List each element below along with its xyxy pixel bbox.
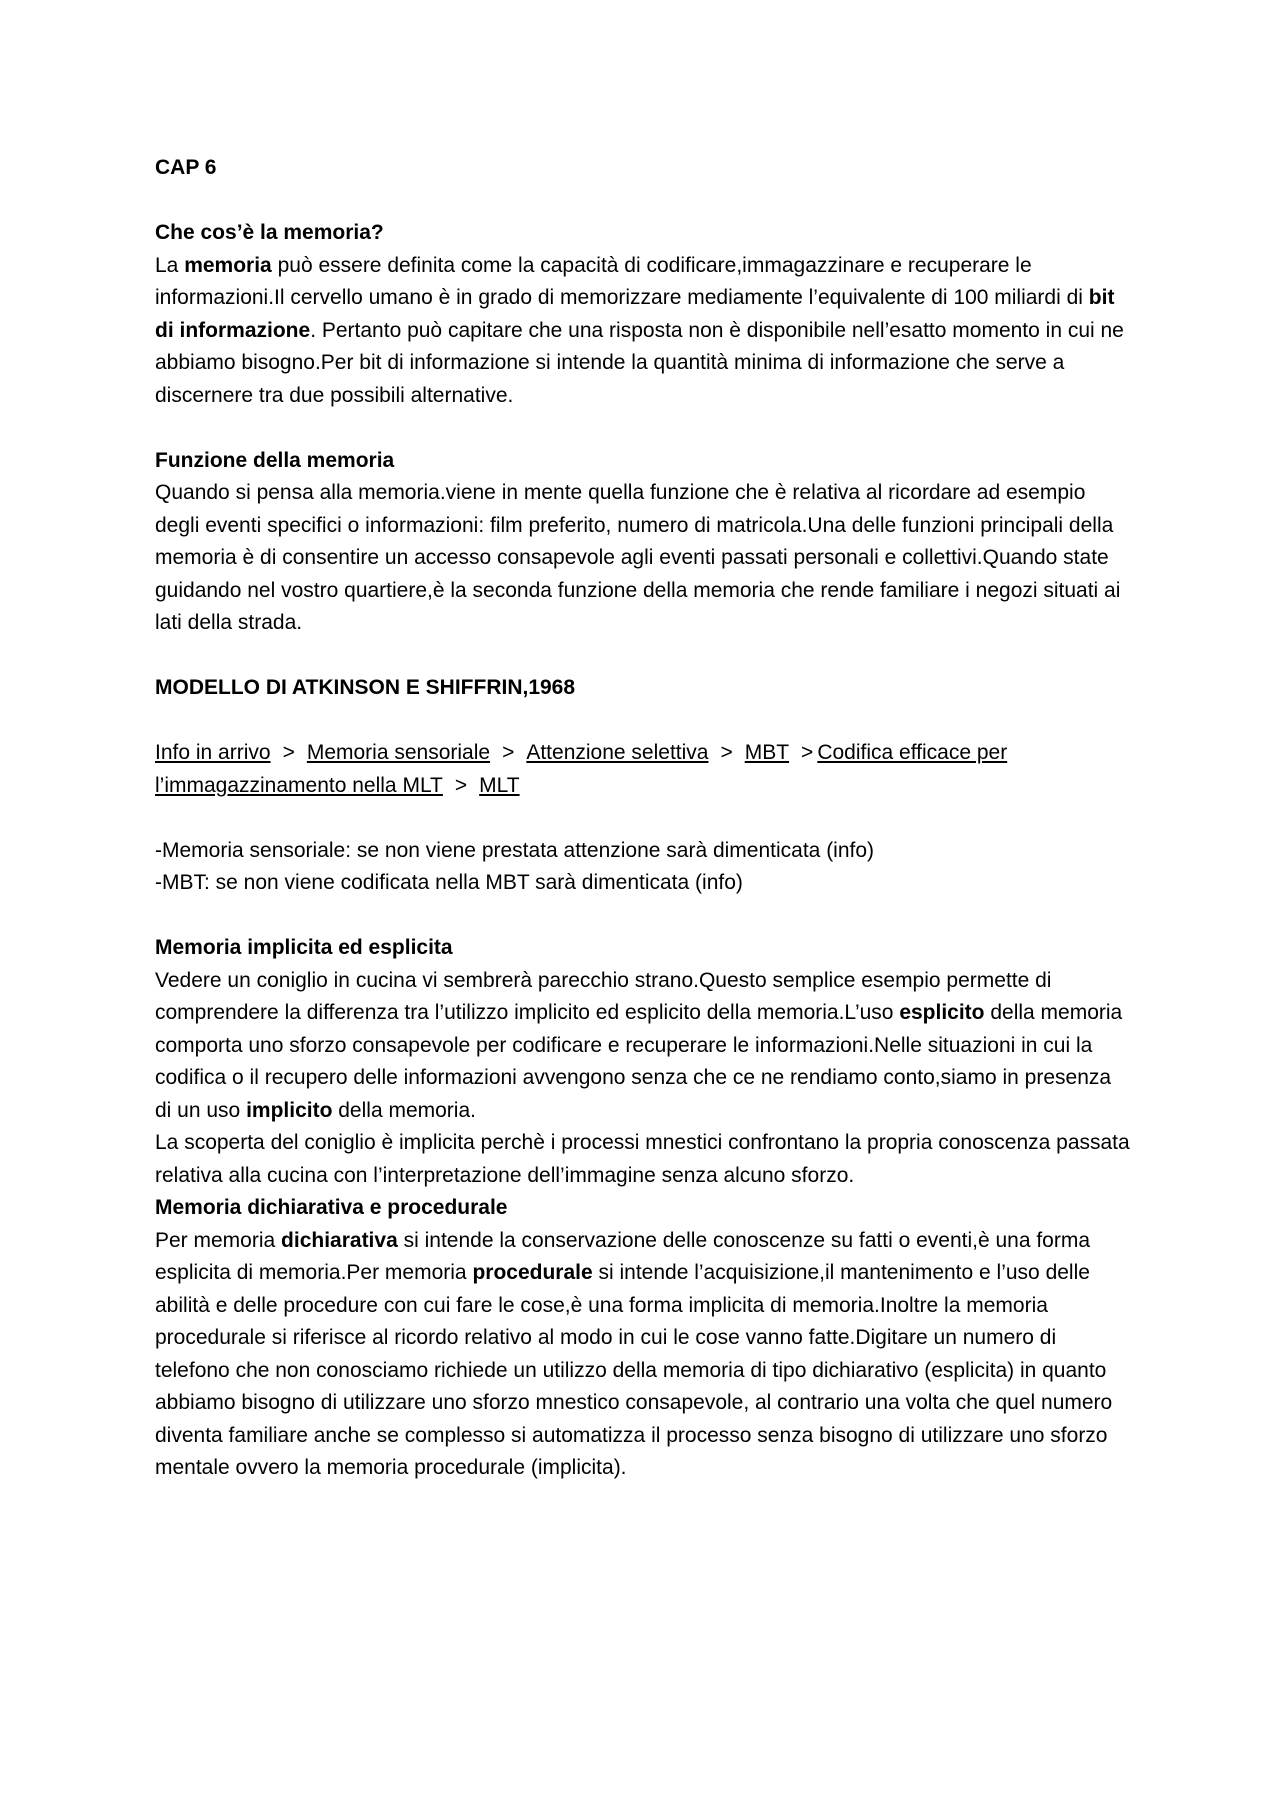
bold-term-bit: bit di informazione bbox=[155, 286, 1115, 342]
paragraph-memory-definition bbox=[155, 250, 1130, 413]
text-run: può essere definita come la capacità di codificare,immagazzinare e recuperare le informazioni.Il cervello umano è in grado di memorizzare mediamente l’equivalente di 100 miliardi di bbox=[155, 253, 1089, 309]
section-heading-what-is-memory: Che cos’è la memoria? bbox=[155, 221, 384, 244]
text-run: . Pertanto può capitare che una risposta non è disponibile nell’esatto momento in cui ne abbiamo bisogno.Per bit di informazione si intende la quantità minima di informazione che serve a discernere tra due possibili alternative. bbox=[155, 318, 1124, 407]
flow-step-info: Info in arrivo bbox=[155, 741, 271, 764]
section-heading-atkinson-model: MODELLO DI ATKINSON E SHIFFRIN,1968 bbox=[155, 676, 576, 699]
spacer bbox=[155, 802, 1130, 835]
model-flow bbox=[155, 737, 1130, 802]
spacer bbox=[155, 640, 1130, 673]
flow-arrow: > bbox=[801, 741, 814, 764]
flow-arrow: > bbox=[502, 741, 515, 764]
flow-arrow: > bbox=[454, 773, 468, 797]
flow-step-sensory: Memoria sensoriale bbox=[306, 741, 491, 764]
text-run: della memoria. bbox=[332, 1098, 476, 1122]
note-mbt: -MBT: se non viene codificata nella MBT sarà dimenticata (info) bbox=[155, 871, 743, 894]
flow-step-encoding: Codifica efficace per l’immagazzinamento nella MLT bbox=[155, 741, 1008, 797]
spacer bbox=[155, 705, 1130, 738]
paragraph-function: Quando si pensa alla memoria.viene in mente quella funzione che è relativa al ricordare ad esempio degli eventi specifici o informazioni: film preferito, numero di matricola.Una delle funzioni principali della memoria è di consentire un accesso consapevole agli eventi passati personali e collettivi.Quando state guidando nel vostro quartiere,è la seconda funzione della memoria che rende familiare i negozi situati ai lati della strada. bbox=[155, 481, 1121, 634]
note-sensory: -Memoria sensoriale: se non viene prestata attenzione sarà dimenticata (info) bbox=[155, 838, 875, 862]
flow-step-mlt: MLT bbox=[479, 773, 520, 797]
flow-arrow: > bbox=[720, 741, 733, 764]
paragraph-implicit-explicit bbox=[155, 965, 1130, 1128]
section-heading-declarative-procedural: Memoria dichiarativa e procedurale bbox=[155, 1196, 508, 1219]
bold-term-memoria: memoria bbox=[184, 253, 272, 277]
paragraph-declarative-procedural bbox=[155, 1225, 1130, 1485]
spacer bbox=[155, 185, 1130, 218]
document-page bbox=[155, 152, 1130, 1485]
text-run: si intende la conservazione delle conoscenze su fatti o eventi,è una forma esplicita di memoria.Per memoria bbox=[155, 1228, 1091, 1284]
section-heading-function: Funzione della memoria bbox=[155, 448, 395, 472]
chapter-title: CAP 6 bbox=[155, 156, 217, 179]
bold-term-implicito: implicito bbox=[246, 1098, 333, 1122]
spacer bbox=[155, 412, 1130, 445]
section-heading-implicit-explicit: Memoria implicita ed esplicita bbox=[155, 936, 453, 959]
bold-term-esplicito: esplicito bbox=[899, 1001, 985, 1024]
text-run: si intende l’acquisizione,il mantenimento e l’uso delle abilità e delle procedure con cui fare le cose,è una forma implicita di memoria.Inoltre la memoria procedurale si riferisce al ricordo relativo al modo in cui le cose vanno fatte.Digitare un numero di telefono che non conosciamo richiede un utilizzo della memoria di tipo dichiarativo (esplicita) in quanto abbiamo bisogno di utilizzare uno sforzo mnestico consapevole, al contrario una volta che quel numero diventa familiare anche se complesso si automatizza il processo senza bisogno di utilizzare uno sforzo mentale ovvero la memoria procedurale (implicita). bbox=[155, 1261, 1113, 1479]
bold-term-dichiarativa: dichiarativa bbox=[281, 1228, 398, 1252]
text-run: Per memoria bbox=[155, 1228, 282, 1252]
paragraph-rabbit: La scoperta del coniglio è implicita perchè i processi mnestici confrontano la propria conoscenza passata relativa alla cucina con l’interpretazione dell’immagine senza alcuno sforzo. bbox=[155, 1131, 1130, 1187]
text-run: Vedere un coniglio in cucina vi sembrerà parecchio strano.Questo semplice esempio permette di comprendere la differenza tra l’utilizzo implicito ed esplicito della memoria.L’uso bbox=[155, 968, 1052, 1024]
spacer bbox=[155, 900, 1130, 933]
text-run: della memoria comporta uno sforzo consapevole per codificare e recuperare le informazioni.Nelle situazioni in cui la codifica o il recupero delle informazioni avvengono senza che ce ne rendiamo conto,siamo in presenza di un uso bbox=[155, 1001, 1123, 1122]
bold-term-procedurale: procedurale bbox=[472, 1261, 593, 1284]
flow-arrow: > bbox=[282, 741, 295, 764]
flow-step-mbt: MBT bbox=[744, 741, 790, 764]
flow-step-attention: Attenzione selettiva bbox=[526, 741, 709, 764]
text-run: La bbox=[155, 253, 185, 277]
